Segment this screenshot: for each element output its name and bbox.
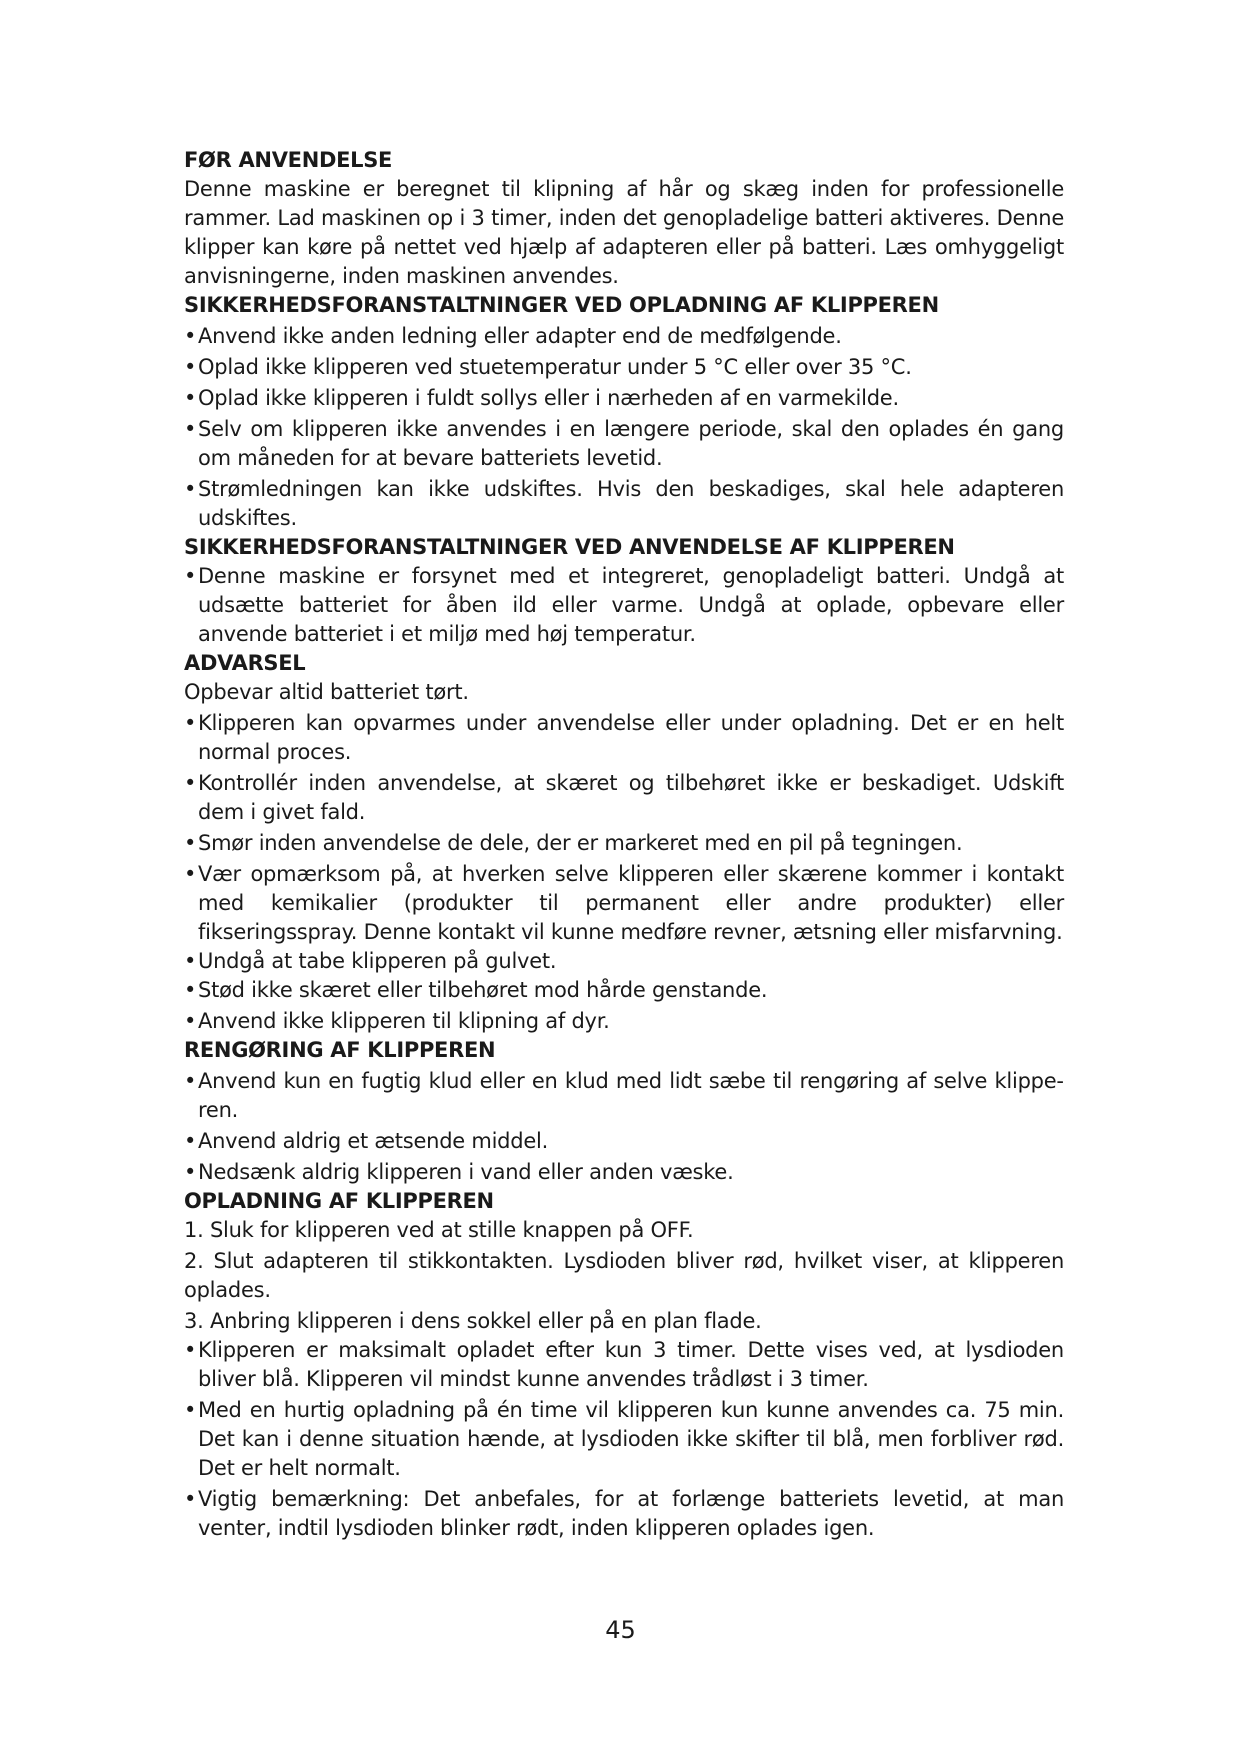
list-item: • Nedsænk aldrig klipperen i vand eller anden væske. <box>184 1158 1064 1187</box>
list-item: • Stød ikke skæret eller tilbehøret mod hårde genstande. <box>184 976 1064 1005</box>
list-item: • Med en hurtig opladning på én time vil klipperen kun kunne anvendes ca. 75 min. Det kan i denne situation hænde, at lysdioden ikke skifter til blå, men forbliver rød. Det er helt normalt. <box>184 1396 1064 1483</box>
list-item: • Anvend ikke anden ledning eller adapter end de medfølgende. <box>184 322 1064 351</box>
numbered-step: 3. Anbring klipperen i dens sokkel eller på en plan flade. <box>184 1309 762 1333</box>
list-item: • Klipperen er maksimalt opladet efter kun 3 timer. Dette vises ved, at lysdioden bliver blå. Klipperen vil mindst kunne anvendes trådløst i 3 timer. <box>184 1336 1064 1394</box>
list-item: • Strømledningen kan ikke udskiftes. Hvis den beskadiges, skal hele adapteren udskiftes. <box>184 475 1064 533</box>
numbered-step: 2. Slut adapteren til stikkontakten. Lysdioden bliver rød, hvilket viser, at klipperen oplades. <box>184 1249 1064 1302</box>
warning-paragraph: Opbevar altid batteriet tørt. <box>184 680 469 704</box>
heading-safety-charging: SIKKERHEDSFORANSTALTNINGER VED OPLADNING AF KLIPPEREN <box>184 293 939 317</box>
list-item: • Smør inden anvendelse de dele, der er markeret med en pil på tegningen. <box>184 829 1064 858</box>
list-item: • Denne maskine er forsynet med et integreret, genopladeligt batteri. Undgå at udsætte batteriet for åben ild eller varme. Undgå at oplade, opbevare eller anvende batteriet i et miljø med høj temperatur. <box>184 562 1064 649</box>
intro-paragraph: Denne maskine er beregnet til klipning af hår og skæg inden for professionelle rammer. Lad maskinen op i 3 timer, inden det genopladelige batteri aktiveres. Denne klipper kan køre på nettet ved hjælp af adapteren eller på batteri. Læs omhyggeligt anvisningerne, inden maskinen anvendes. <box>184 177 1064 288</box>
list-item: • Kontrollér inden anvendelse, at skæret og tilbehøret ikke er beskadiget. Udskift dem i givet fald. <box>184 769 1064 827</box>
list-item: • Klipperen kan opvarmes under anvendelse eller under opladning. Det er en helt normal proces. <box>184 709 1064 767</box>
numbered-step: 1. Sluk for klipperen ved at stille knappen på OFF. <box>184 1218 694 1242</box>
heading-advarsel: ADVARSEL <box>184 651 306 675</box>
heading-opladning: OPLADNING AF KLIPPEREN <box>184 1189 494 1213</box>
manual-page-content <box>184 146 1064 1543</box>
list-item: • Vær opmærksom på, at hverken selve klipperen eller skærene kommer i kontakt med kemikalier (produkter til permanent eller andre produkter) eller fikseringsspray. Denne kontakt vil kunne medføre revner, ætsning eller misfarvning. <box>184 860 1064 947</box>
list-item: • Oplad ikke klipperen i fuldt sollys eller i nærheden af en varmekilde. <box>184 384 1064 413</box>
page-number: 45 <box>605 1616 636 1644</box>
list-item: • Anvend kun en fugtig klud eller en klud med lidt sæbe til rengøring af selve klipperen. <box>184 1067 1064 1125</box>
heading-rengoring: RENGØRING AF KLIPPEREN <box>184 1038 496 1062</box>
heading-for-anvendelse: FØR ANVENDELSE <box>184 148 393 172</box>
list-item: • Selv om klipperen ikke anvendes i en længere periode, skal den oplades én gang om måneden for at bevare batteriets levetid. <box>184 415 1064 473</box>
list-item: • Oplad ikke klipperen ved stuetemperatur under 5 °C eller over 35 °C. <box>184 353 1064 382</box>
heading-safety-use: SIKKERHEDSFORANSTALTNINGER VED ANVENDELSE AF KLIPPEREN <box>184 535 955 559</box>
list-item: • Undgå at tabe klipperen på gulvet. <box>184 947 1064 976</box>
list-item: • Anvend ikke klipperen til klipning af dyr. <box>184 1007 1064 1036</box>
list-item: • Vigtig bemærkning: Det anbefales, for at forlænge batteriets levetid, at man venter, indtil lysdioden blinker rødt, inden klipperen oplades igen. <box>184 1485 1064 1543</box>
list-item: • Anvend aldrig et ætsende middel. <box>184 1127 1064 1156</box>
